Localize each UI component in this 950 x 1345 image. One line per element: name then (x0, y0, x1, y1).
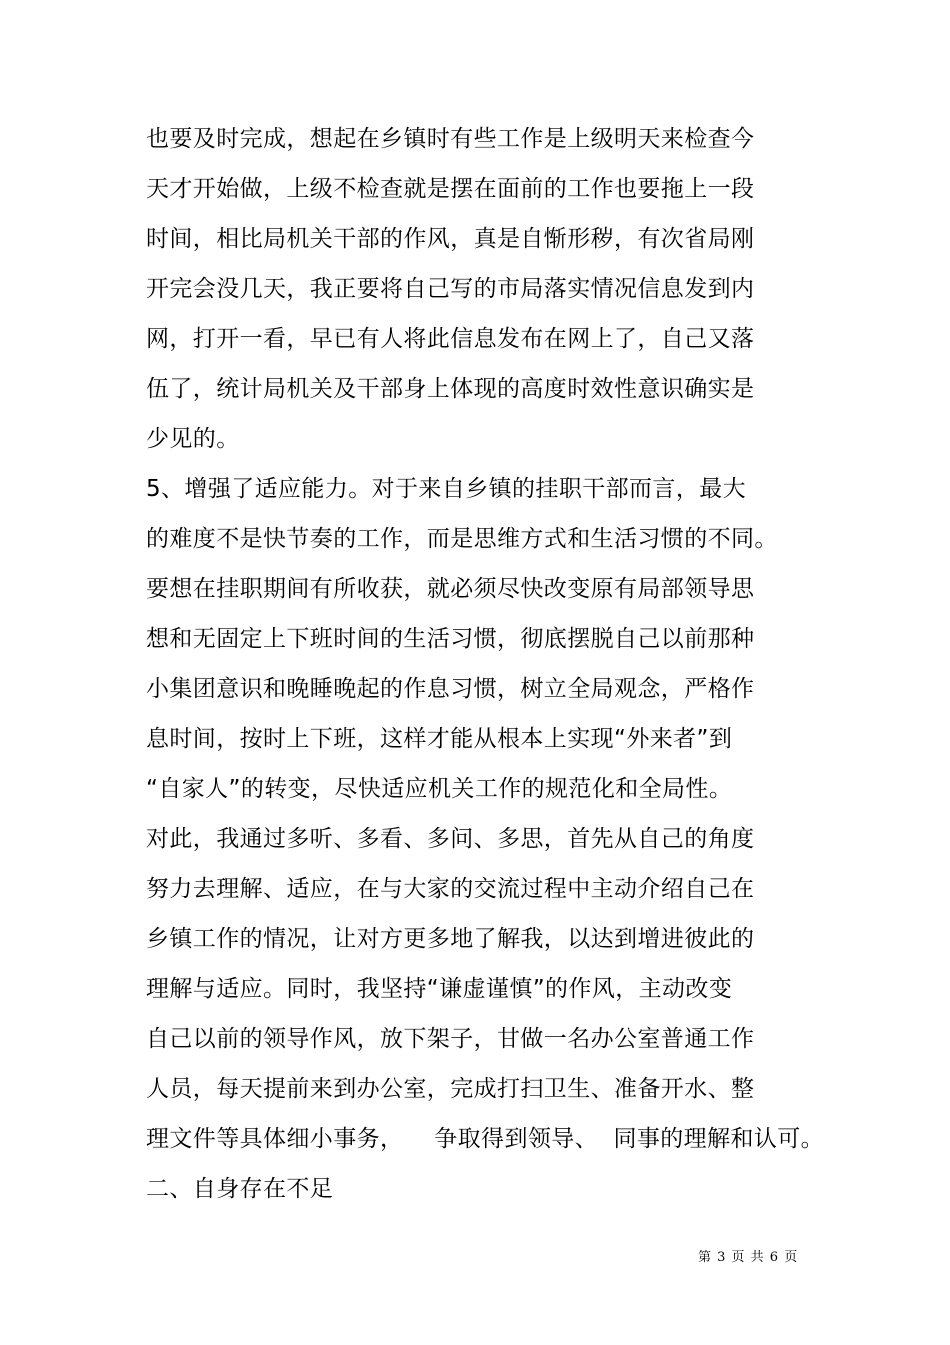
body-text-line: 努力去理解、适应，在与大家的交流过程中主动介绍自己在 (146, 876, 755, 902)
body-text-line: 要想在挂职期间有所收获，就必须尽快改变原有局部领导思 (146, 576, 755, 602)
body-text-line: 理解与适应。同时，我坚持“谦虚谨慎”的作风，主动改变 (146, 976, 733, 1002)
body-text-line: 的难度不是快节奏的工作，而是思维方式和生活习惯的不同。 (146, 526, 778, 552)
body-text-line: 天才开始做，上级不检查就是摆在面前的工作也要拖上一段 (146, 176, 755, 202)
body-text-line: 小集团意识和晚睡晚起的作息习惯，树立全局观念，严格作 (146, 676, 755, 702)
body-text-line: 5、增强了适应能力。对于来自乡镇的挂职干部而言，最大 (146, 476, 747, 502)
body-text-line: 息时间，按时上下班，这样才能从根本上实现“外来者”到 (146, 726, 733, 752)
body-text-line: 网，打开一看，早已有人将此信息发布在网上了，自己又落 (146, 326, 755, 352)
body-text-line: 理文件等具体细小事务， 争取得到领导、 同事的理解和认可。 (146, 1126, 825, 1152)
body-text-line: 伍了，统计局机关及干部身上体现的高度时效性意识确实是 (146, 376, 755, 402)
body-text-line: 想和无固定上下班时间的生活习惯，彻底摆脱自己以前那种 (146, 626, 755, 652)
section-heading: 二、自身存在不足 (146, 1176, 334, 1202)
body-text-line: 时间，相比局机关干部的作风，真是自惭形秽，有次省局刚 (146, 226, 755, 252)
body-text-line: 自己以前的领导作风，放下架子，甘做一名办公室普通工作 (146, 1026, 755, 1052)
body-text-line: “自家人”的转变，尽快适应机关工作的规范化和全局性。 (146, 776, 733, 802)
body-text-line: 对此，我通过多听、多看、多问、多思，首先从自己的角度 (146, 826, 755, 852)
body-text-line: 也要及时完成，想起在乡镇时有些工作是上级明天来检查今 (146, 126, 755, 152)
body-text-line: 少见的。 (146, 426, 240, 452)
body-text-line: 乡镇工作的情况，让对方更多地了解我，以达到增进彼此的 (146, 926, 755, 952)
page-number-footer: 第 3 页 共 6 页 (698, 1250, 799, 1265)
body-text-line: 开完会没几天，我正要将自己写的市局落实情况信息发到内 (146, 276, 755, 302)
body-text-line: 人员，每天提前来到办公室，完成打扫卫生、准备开水、整 (146, 1076, 755, 1102)
